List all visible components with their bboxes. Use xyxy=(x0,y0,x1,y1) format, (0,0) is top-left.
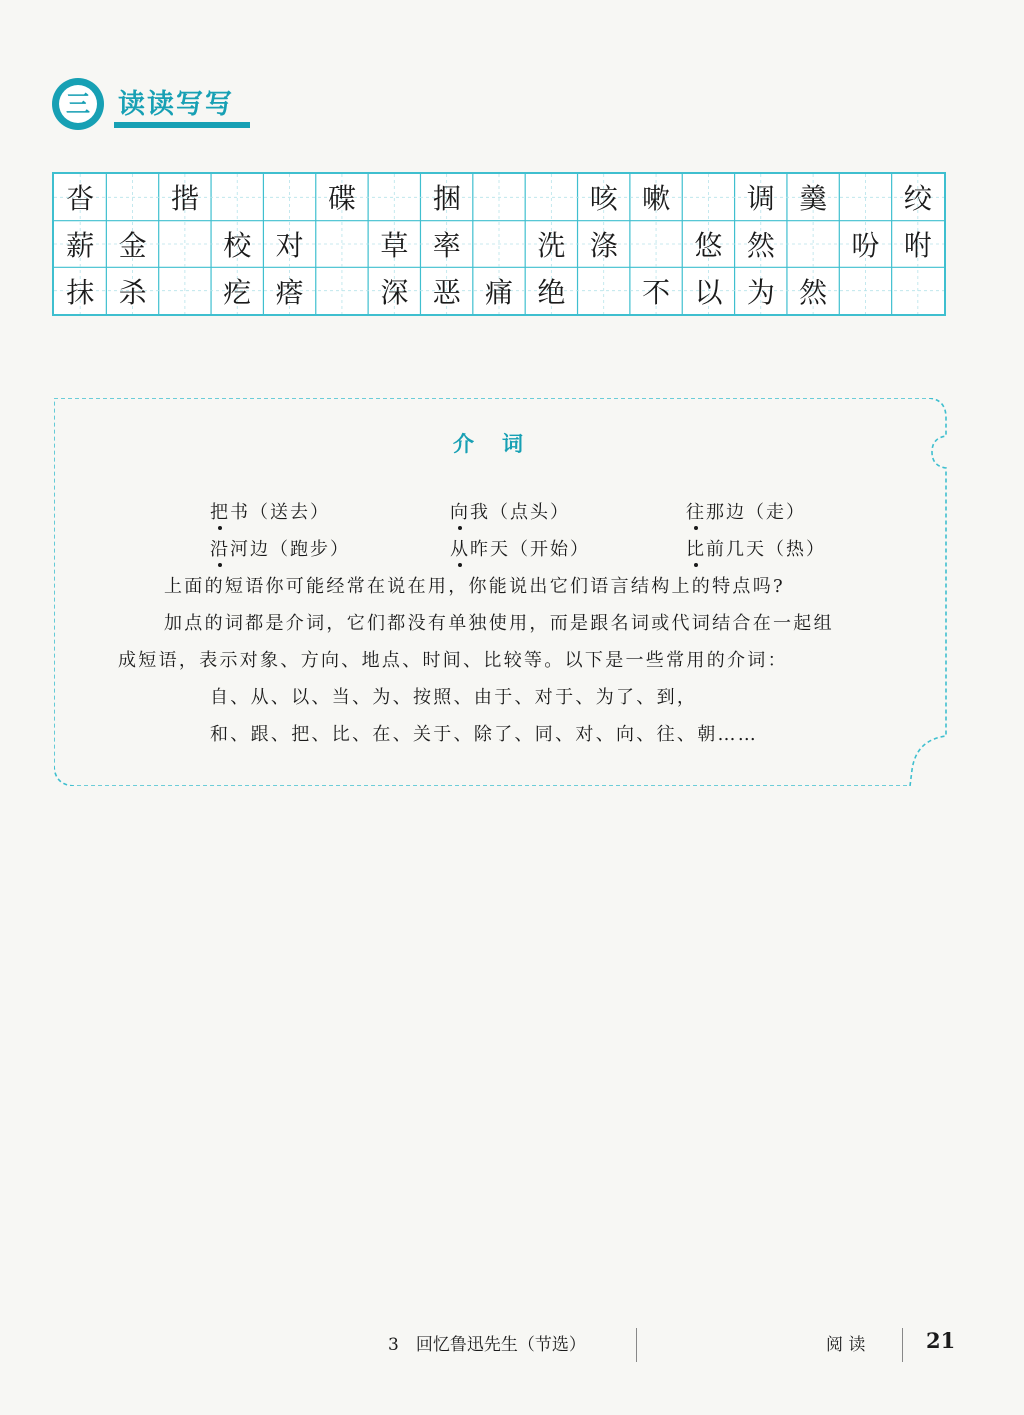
section-number-badge xyxy=(52,78,104,130)
preposition: 沿 xyxy=(210,535,230,561)
grid-character: 校 xyxy=(223,228,252,262)
preposition: 比 xyxy=(686,535,706,561)
grid-character: 然 xyxy=(746,228,775,262)
grid-character: 抹 xyxy=(66,275,95,309)
grid-character: 绝 xyxy=(537,275,566,309)
footer-divider xyxy=(636,1328,637,1362)
grid-character: 薪 xyxy=(66,228,95,262)
preposition-list-line-1: 自、从、以、当、为、按照、由于、对于、为了、到， xyxy=(210,687,698,708)
grid-character: 疙 xyxy=(223,275,252,309)
grid-character: 痛 xyxy=(485,275,514,309)
phrase-1: 把书（送去） xyxy=(210,498,330,524)
grid-character: 恶 xyxy=(432,275,461,309)
footer-chapter: 3 回忆鲁迅先生（节选） xyxy=(388,1335,586,1355)
section-title-underline xyxy=(114,122,250,128)
grid-character: 为 xyxy=(746,275,775,309)
grid-character: 草 xyxy=(380,228,409,262)
preposition-note-box xyxy=(54,398,950,786)
grid-character: 绞 xyxy=(903,182,932,216)
grid-character: 率 xyxy=(432,228,461,262)
grid-character: 揩 xyxy=(170,182,199,216)
footer-section: 阅 读 xyxy=(826,1335,866,1355)
footer-divider xyxy=(902,1328,903,1362)
grid-character: 深 xyxy=(380,275,409,309)
explanation-line-1: 加点的词都是介词，它们都没有单独使用，而是跟名词或代词结合在一起组 xyxy=(164,613,834,634)
grid-character: 捆 xyxy=(432,182,461,216)
grid-character: 咐 xyxy=(903,228,932,262)
grid-character: 不 xyxy=(642,275,671,309)
character-grid xyxy=(52,172,946,316)
grid-character: 碟 xyxy=(327,182,356,216)
grid-character: 沓 xyxy=(66,182,95,216)
preposition-list-line-2: 和、跟、把、比、在、关于、除了、同、对、向、往、朝…… xyxy=(210,724,759,745)
preposition: 从 xyxy=(450,535,470,561)
grid-character: 对 xyxy=(275,228,304,262)
note-title: 介词 xyxy=(453,432,551,456)
explanation-line-2: 成短语，表示对象、方向、地点、时间、比较等。以下是一些常用的介词： xyxy=(118,650,788,671)
preposition: 把 xyxy=(210,498,230,524)
grid-character: 杀 xyxy=(118,275,147,309)
grid-character: 涤 xyxy=(589,228,618,262)
grid-character: 然 xyxy=(799,275,828,309)
page-number: 21 xyxy=(926,1328,956,1353)
grid-character: 瘩 xyxy=(275,275,304,309)
grid-character: 嗽 xyxy=(642,182,671,216)
grid-character: 以 xyxy=(694,275,723,309)
section-title: 读读写写 xyxy=(118,89,234,120)
grid-character: 调 xyxy=(746,182,775,216)
grid-character: 吩 xyxy=(851,228,880,262)
grid-character: 洗 xyxy=(537,228,566,262)
preposition: 向 xyxy=(450,498,470,524)
phrase-2: 向我（点头） xyxy=(450,498,570,524)
grid-character: 悠 xyxy=(694,228,723,262)
phrase-4: 沿河边（跑步） xyxy=(210,535,350,561)
phrase-6: 比前几天（热） xyxy=(686,535,826,561)
grid-character: 金 xyxy=(118,228,147,262)
section-number: 三 xyxy=(66,89,90,118)
grid-character: 羹 xyxy=(799,182,828,216)
phrase-5: 从昨天（开始） xyxy=(450,535,590,561)
question-text: 上面的短语你可能经常在说在用，你能说出它们语言结构上的特点吗? xyxy=(164,576,785,597)
grid-character: 咳 xyxy=(589,182,618,216)
phrase-3: 往那边（走） xyxy=(686,498,806,524)
preposition: 往 xyxy=(686,498,706,524)
